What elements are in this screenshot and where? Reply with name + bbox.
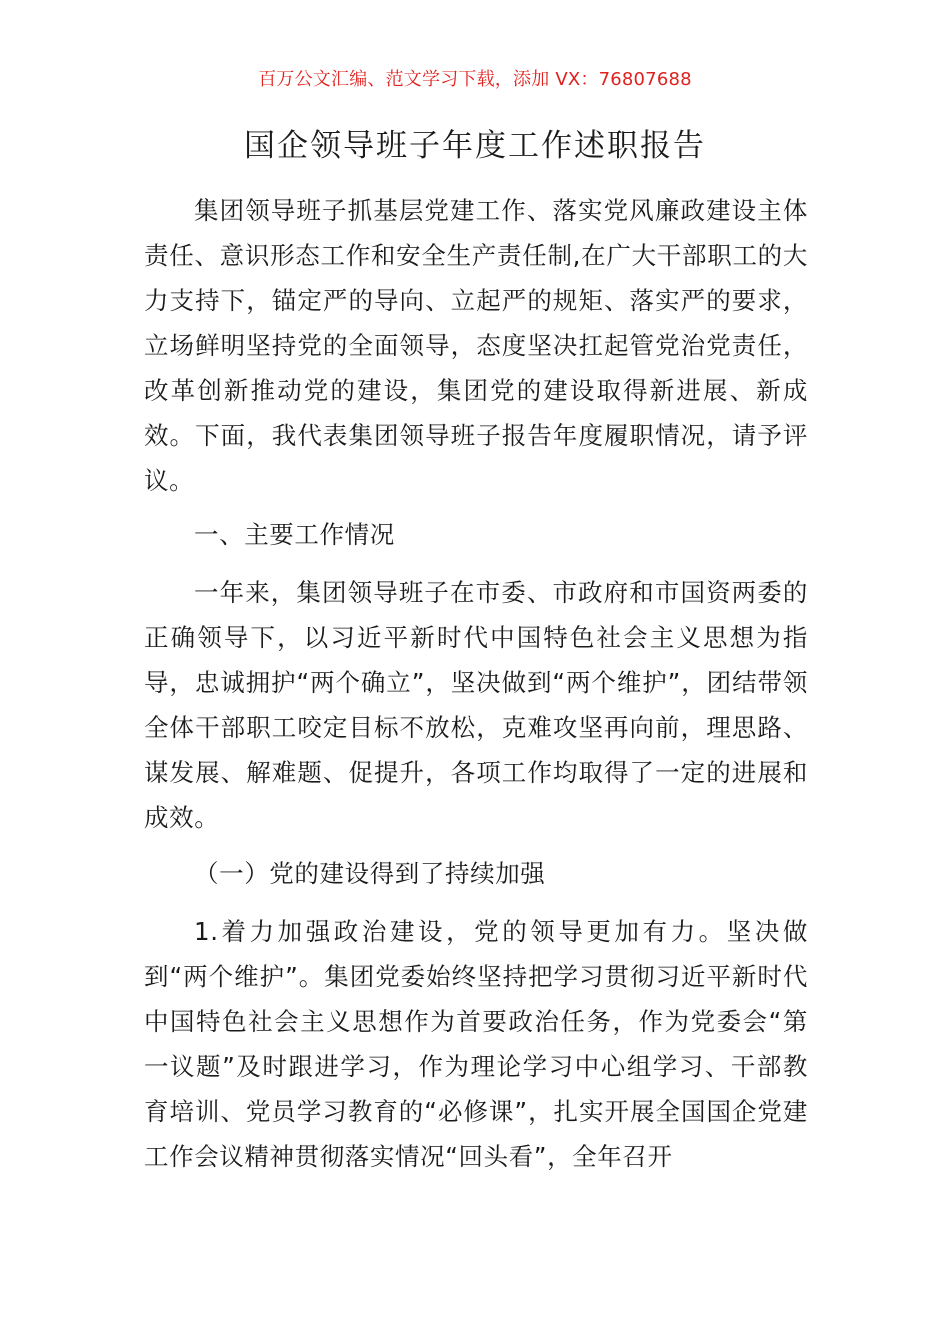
political-building-paragraph: 1.着力加强政治建设，党的领导更加有力。坚决做到“两个维护”。集团党委始终坚持把学习贯彻习近平新时代中国特色社会主义思想作为首要政治任务，作为党委会“第一议题”及时跟进学习，作为理论学习中心组学习、干部教育培训、党员学习教育的“必修课”，扎实开展全国国企党建工作会议精神贯彻落实情况“回头看”，全年召开 [144, 917, 808, 1171]
intro-paragraph: 集团领导班子抓基层党建工作、落实党风廉政建设主体责任、意识形态工作和安全生产责任制,在广大干部职工的大力支持下，锚定严的导向、立起严的规矩、落实严的要求，立场鲜明坚持党的全面领导，态度坚决扛起管党治党责任，改革创新推动党的建设，集团党的建设取得新进展、新成效。下面，我代表集团领导班子报告年度履职情况，请予评议。 [144, 196, 808, 495]
section-heading-main-work: 一、主要工作情况 [194, 520, 395, 549]
subsection-heading-party-building: （一）党的建设得到了持续加强 [194, 859, 546, 888]
watermark-note: 百万公文汇编、范文学习下载，添加 VX：76807688 [258, 69, 692, 90]
document-title: 国企领导班子年度工作述职报告 [244, 128, 706, 164]
overview-paragraph: 一年来，集团领导班子在市委、市政府和市国资两委的正确领导下，以习近平新时代中国特色社会主义思想为指导，忠诚拥护“两个确立”，坚决做到“两个维护”，团结带领全体干部职工咬定目标不放松，克难攻坚再向前，理思路、谋发展、解难题、促提升，各项工作均取得了一定的进展和成效。 [144, 578, 808, 832]
